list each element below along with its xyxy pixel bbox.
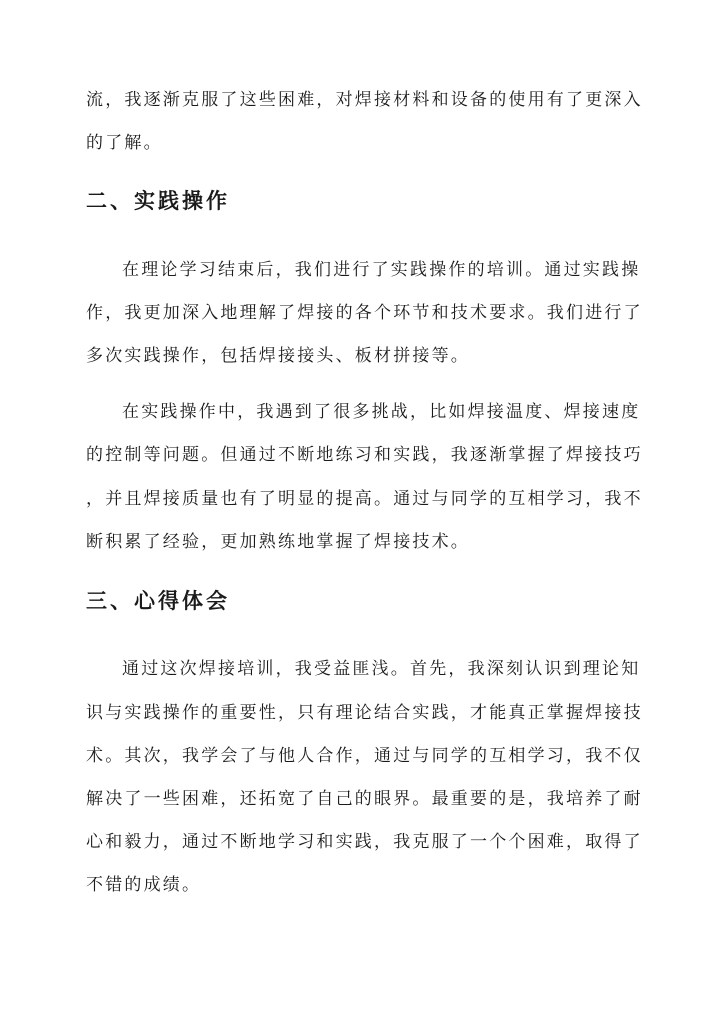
paragraph-line: ，并且焊接质量也有了明显的提高。通过与同学的互相学习，我不 [86,489,643,509]
paragraph-line: 心和毅力，通过不断地学习和实践，我克服了一个个困难，取得了 [86,832,643,852]
paragraph-line: 的了解。 [86,133,163,153]
paragraph-line: 流，我逐渐克服了这些困难，对焊接材料和设备的使用有了更深入 [86,90,643,110]
paragraph-line: 术。其次，我学会了与他人合作，通过与同学的互相学习，我不仅 [86,746,643,766]
paragraph-line: 的控制等问题。但通过不断地练习和实践，我逐渐掌握了焊接技巧 [86,445,643,465]
paragraph-line: 作，我更加深入地理解了焊接的各个环节和技术要求。我们进行了 [86,303,643,323]
paragraph-line: 识与实践操作的重要性，只有理论结合实践，才能真正掌握焊接技 [86,703,643,723]
paragraph-line: 在理论学习结束后，我们进行了实践操作的培训。通过实践操 [122,260,641,280]
section-heading: 二、实践操作 [86,188,230,213]
paragraph-line: 解决了一些困难，还拓宽了自己的眼界。最重要的是，我培养了耐 [86,789,643,809]
paragraph-line: 不错的成绩。 [86,875,202,895]
paragraph-line: 通过这次焊接培训，我受益匪浅。首先，我深刻认识到理论知 [122,659,641,679]
paragraph-line: 断积累了经验，更加熟练地掌握了焊接技术。 [86,532,470,552]
paragraph-line: 多次实践操作，包括焊接接头、板材拼接等。 [86,346,470,366]
section-heading: 三、心得体会 [86,588,230,613]
paragraph-line: 在实践操作中，我遇到了很多挑战，比如焊接温度、焊接速度 [122,402,641,422]
